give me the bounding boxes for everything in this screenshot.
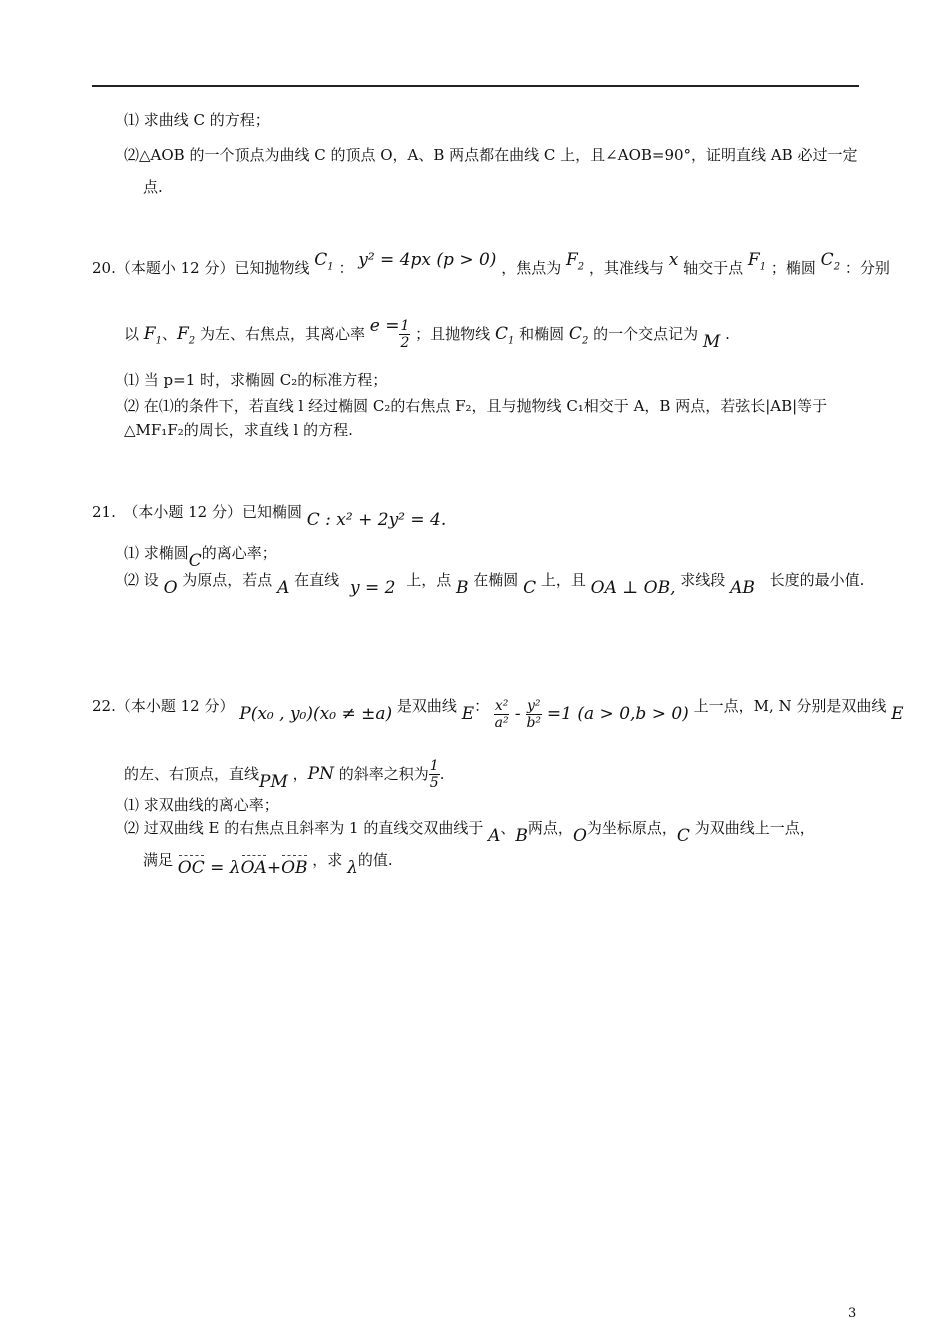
q20-part1: ⑴ 当 p=1 时，求椭圆 C₂的标准方程； [124, 371, 388, 389]
q20-l2-c1: $C_1$ [494, 324, 515, 347]
q21-ab: AB [730, 578, 755, 598]
q21-p2-text-g: 求线段 [680, 571, 726, 589]
q21-a: A [277, 578, 290, 598]
q19-part2-line2: 点. [143, 178, 163, 196]
q22-p2-text-a: ⑵ 过双曲线 E 的右焦点且斜率为 1 的直线交双曲线于 [124, 819, 484, 837]
q22-p2-text-c: 为坐标原点， [586, 819, 677, 837]
q22-pm: PM [259, 772, 288, 792]
q22-pa: A [488, 826, 501, 846]
q20-c1: $C_1$ [314, 250, 334, 273]
q22-p2-text-d: 为双曲线上一点， [694, 819, 815, 837]
q20-l2-sep: 、 [161, 325, 177, 343]
q19-part1: ⑴ 求曲线 C 的方程； [124, 111, 270, 129]
q22-p3-text-c: 的值. [357, 851, 393, 869]
q21-part2 [124, 570, 865, 598]
q22-p3-text-b: ，求 [312, 851, 343, 869]
q22-slope-product: $\frac{1}{5}$ [429, 758, 439, 791]
q20-m: M [702, 332, 721, 352]
q21-p1-text-b: 的离心率； [201, 544, 277, 562]
q20-head: 20.（本题小 12 分）已知抛物线 [92, 259, 310, 277]
q20-l2-f1: $F_1$ [143, 324, 162, 347]
q21-part1 [124, 543, 277, 571]
q22-l2-text-b: 的斜率之积为 [338, 765, 429, 783]
q22-vector-eq: OC = λOA+OB [177, 858, 308, 878]
q20-stem-line2 [124, 318, 730, 351]
q22-l2-end: . [439, 765, 445, 783]
q22-point: P(x₀ , y₀)(x₀ ≠ ±a) [239, 704, 393, 724]
q21-p2-text-a: ⑵ 设 [124, 571, 159, 589]
q22-text-hyperbola: 是双曲线 [396, 697, 457, 715]
q22-text-vertices: 上一点，M, N 分别是双曲线 [693, 697, 887, 715]
header-rule [92, 85, 859, 87]
q22-l2-text-a: 的左、右顶点，直线 [124, 765, 260, 783]
q21-perp: OA ⊥ OB, [590, 578, 676, 598]
q20-text-focus: ，焦点为 [501, 259, 562, 277]
q21-c: C [523, 578, 537, 598]
q21-ellipse-eq: C : x² + 2y² = 4. [306, 510, 447, 530]
q20-part2-line2: △MF₁F₂的周长，求直线 l 的方程. [124, 421, 353, 439]
q22-e2: E [891, 704, 904, 724]
q20-stem-line1 [92, 250, 890, 285]
q22-p2-text-b: 两点， [527, 819, 573, 837]
q21-o: O [163, 578, 178, 598]
q22-pc: C [676, 826, 690, 846]
q20-parabola-eq: y² = 4px (p > 0) [358, 250, 497, 270]
q22-head: 22.（本小题 12 分） [92, 697, 235, 715]
q20-l2-text-c: ；且抛物线 [415, 325, 491, 343]
q20-l2-text-a: 以 [124, 325, 140, 343]
page-number: 3 [848, 1306, 857, 1321]
q22-lambda: λ [347, 858, 358, 878]
q22-pb: B [515, 826, 528, 846]
q22-p3-text-a: 满足 [143, 851, 174, 869]
q20-text-axis: 轴交于点 [683, 259, 744, 277]
q20-l2-text-e: 的一个交点记为 [593, 325, 699, 343]
q20-x: x [668, 250, 679, 270]
q20-part2-line1: ⑵ 在⑴的条件下，若直线 l 经过椭圆 C₂的右焦点 F₂，且与抛物线 C₁相交于 A，B 两点，若弦长|AB|等于 [124, 397, 828, 415]
q21-p1-c: C [188, 551, 202, 571]
q22-colon: ： [474, 697, 490, 715]
q20-c2: $C_2$ [820, 250, 841, 273]
q22-e: E [461, 704, 475, 724]
q20-eccentricity: e = $\frac{1}{2}$ [369, 316, 410, 351]
q21-head: 21. （本小题 12 分）已知椭圆 [92, 503, 302, 521]
q20-text-ellipse: ；椭圆 [770, 259, 816, 277]
q20-text-respectively: ：分别 [844, 259, 890, 277]
q22-po: O [572, 826, 587, 846]
q21-stem [92, 502, 447, 530]
q22-hyperbola-eq: $\frac{\text{x²}}{\text{a²}}$ - $\frac{\text{y²}}{\text{b²}}$ =1 (a > 0,b > 0) [494, 698, 689, 731]
q20-f1: $F_1$ [747, 250, 767, 273]
q20-l2-text-d: 和椭圆 [519, 325, 565, 343]
q22-part2-line1 [124, 818, 815, 846]
q21-line-eq: y = 2 [349, 578, 396, 598]
q21-p1-text-a: ⑴ 求椭圆 [124, 544, 189, 562]
q22-l2-sep: ， [292, 765, 308, 783]
q20-l2-c2: $C_2$ [568, 324, 589, 347]
q21-p2-text-c: 在直线 [294, 571, 340, 589]
q21-b: B [456, 578, 469, 598]
q22-stem-line2 [124, 758, 445, 791]
q19-part2-line1: ⑵△AOB 的一个顶点为曲线 C 的顶点 O，A、B 两点都在曲线 C 上，且∠AOB=90°，证明直线 AB 必过一定 [124, 146, 858, 164]
q21-p2-text-e: 在椭圆 [473, 571, 519, 589]
q20-f2: $F_2$ [566, 250, 585, 273]
q22-part1: ⑴ 求双曲线的离心率； [124, 796, 279, 814]
q20-l2-text-b: 为左、右焦点，其离心率 [199, 325, 365, 343]
q21-p2-text-f: 上，且 [540, 571, 586, 589]
q21-p2-text-d: 上，点 [406, 571, 452, 589]
q20-text-directrix: ，其准线与 [588, 259, 664, 277]
q20-colon: ： [338, 259, 354, 277]
q22-p2-sep: 、 [500, 819, 516, 837]
q22-stem-line1 [92, 690, 904, 731]
q20-l2-f2: $F_2$ [176, 324, 196, 347]
q22-part2-line2 [143, 850, 393, 878]
q21-p2-text-b: 为原点，若点 [182, 571, 273, 589]
q20-l2-end: . [725, 325, 730, 343]
q22-pn: PN [307, 764, 334, 784]
q21-p2-text-h: 长度的最小值. [769, 571, 865, 589]
